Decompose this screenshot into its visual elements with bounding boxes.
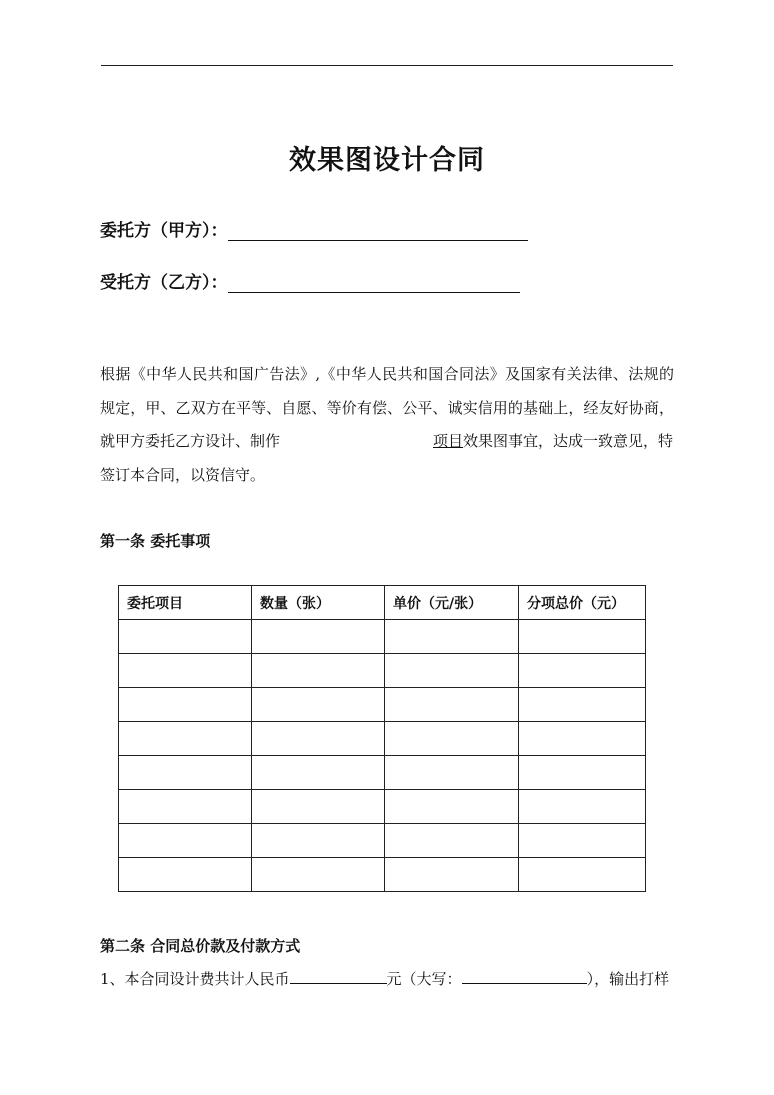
table-header-row [119,586,646,620]
project-blank-label: 项目 [433,432,464,450]
clause-1-text-a: 1、本合同设计费共计人民币 [100,970,290,988]
table-cell[interactable] [385,688,519,722]
table-row [119,858,646,892]
table-cell[interactable] [119,688,252,722]
table-header-cell: 分项总价（元） [519,586,646,620]
table-cell[interactable] [385,620,519,654]
article-2-clause-1 [100,967,674,989]
table-row [119,790,646,824]
table-cell[interactable] [252,824,385,858]
table-cell[interactable] [119,790,252,824]
article-2-heading: 第二条 合同总价款及付款方式 [100,937,301,955]
table-cell[interactable] [519,858,646,892]
fee-amount-words-field[interactable] [462,967,587,984]
table-cell[interactable] [252,858,385,892]
table-cell[interactable] [252,756,385,790]
table-cell[interactable] [519,722,646,756]
table-cell[interactable] [119,654,252,688]
table-header-cell: 数量（张） [252,586,385,620]
table-cell[interactable] [252,654,385,688]
intro-line-3-tail [433,430,673,451]
party-b-field[interactable] [228,272,520,293]
party-a-field[interactable] [228,220,528,241]
party-a-row [100,216,528,241]
table-cell[interactable] [519,790,646,824]
table-row [119,824,646,858]
intro-line-3-suffix: 效果图事宜，达成一致意见，特 [463,432,674,450]
table-cell[interactable] [519,654,646,688]
intro-line-3-prefix: 就甲方委托乙方设计、制作 [100,432,281,450]
intro-line-2: 规定，甲、乙双方在平等、自愿、等价有偿、公平、诚实信用的基础上，经友好协商， [100,399,674,417]
table-header-cell: 单价（元/张） [385,586,519,620]
table-row [119,756,646,790]
table-cell[interactable] [519,824,646,858]
table-cell[interactable] [119,756,252,790]
party-b-label: 受托方（乙方）： [100,273,228,293]
article-1-heading: 第一条 委托事项 [100,532,211,550]
clause-1-text-b: 元（大写： [386,970,462,988]
header-rule [101,65,673,66]
intro-line-4: 签订本合同，以资信守。 [100,466,266,484]
clause-1-text-c: ），输出打样 [586,970,670,988]
table-cell[interactable] [385,824,519,858]
party-b-row [100,268,520,293]
table-cell[interactable] [252,620,385,654]
table-cell[interactable] [519,756,646,790]
table-cell[interactable] [119,722,252,756]
intro-line-3 [100,430,674,451]
table-cell[interactable] [119,620,252,654]
table-cell[interactable] [385,722,519,756]
table-cell[interactable] [385,858,519,892]
table-cell[interactable] [252,722,385,756]
items-table [118,585,646,892]
table-cell[interactable] [252,790,385,824]
table-row [119,722,646,756]
table-cell[interactable] [385,756,519,790]
table-header-cell: 委托项目 [119,586,252,620]
party-a-label: 委托方（甲方）： [100,221,228,241]
table-cell[interactable] [119,824,252,858]
table-cell[interactable] [519,688,646,722]
table-cell[interactable] [519,620,646,654]
table-cell[interactable] [385,654,519,688]
intro-line-1: 根据《中华人民共和国广告法》,《中华人民共和国合同法》及国家有关法律、法规的 [100,365,674,383]
table-cell[interactable] [119,858,252,892]
fee-amount-field[interactable] [290,967,387,984]
table-row [119,654,646,688]
table-row [119,620,646,654]
contract-title: 效果图设计合同 [289,145,485,176]
table-cell[interactable] [385,790,519,824]
table-row [119,688,646,722]
table-cell[interactable] [252,688,385,722]
